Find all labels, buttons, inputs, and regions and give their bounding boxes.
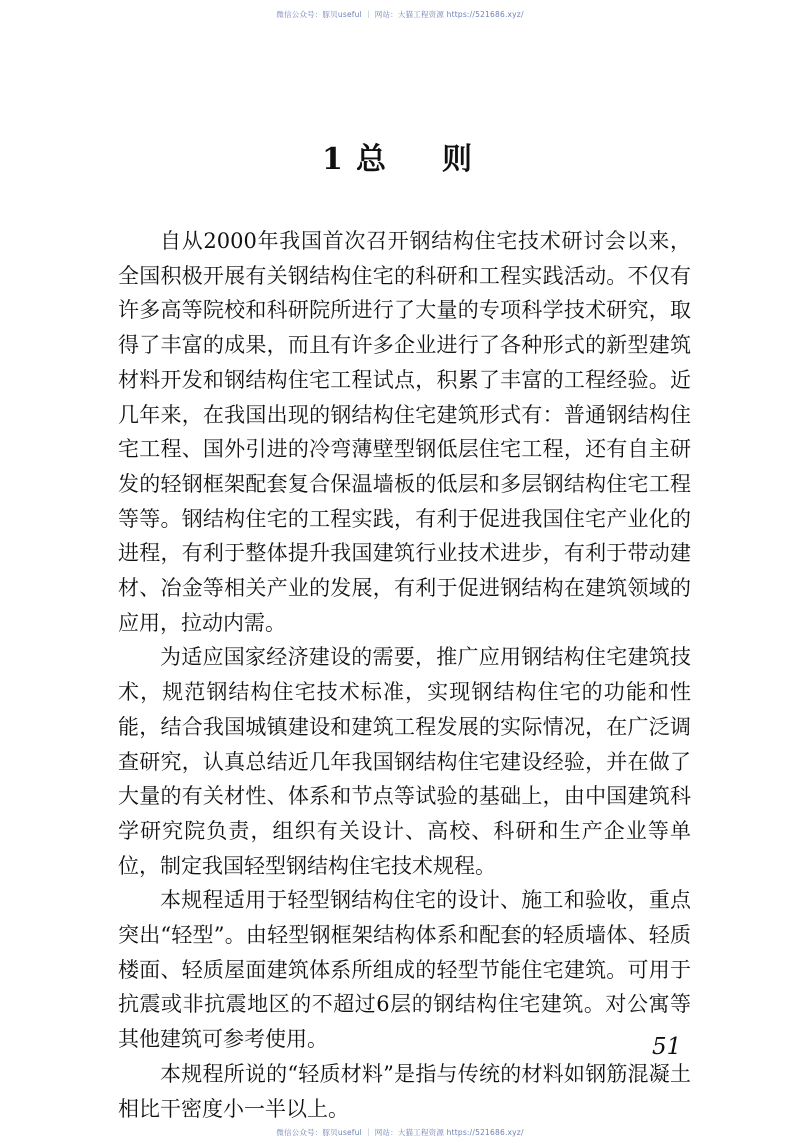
- paragraph-4: 本规程所说的“轻质材料”是指与传统的材料如钢筋混凝土相比干密度小一半以上。: [118, 1061, 691, 1121]
- body-text: [118, 224, 691, 1126]
- paragraph-2: 为适应国家经济建设的需要，推广应用钢结构住宅建筑技术，规范钢结构住宅技术标准，实现钢结构住宅的功能和性能，结合我国城镇建设和建筑工程发展的实际情况，在广泛调查研究，认真总结近几年我国钢结构住宅建设经验，并在做了大量的有关材性、体系和节点等试验的基础上，由中国建筑科学研究院负责，组织有关设计、高校、科研和生产企业等单位，制定我国轻型钢结构住宅技术规程。: [118, 645, 691, 878]
- paragraph-3: 本规程适用于轻型钢结构住宅的设计、施工和验收，重点突出“轻型”。由轻型钢框架结构体系和配套的轻质墙体、轻质楼面、轻质屋面建筑体系所组成的轻型节能住宅建筑。可用于抗震或非抗震地区的不超过6层的钢结构住宅建筑。对公寓等其他建筑可参考使用。: [118, 888, 691, 1052]
- chapter-title: [322, 140, 492, 180]
- watermark-bottom: 微信公众号：豚贝useful ｜ 网站：大猫工程资源 https://521686.xyz/: [276, 1128, 524, 1137]
- page-number: 51: [652, 1034, 682, 1060]
- paragraph-1: 自从2000年我国首次召开钢结构住宅技术研讨会以来，全国积极开展有关钢结构住宅的科研和工程实践活动。不仅有许多高等院校和科研院所进行了大量的专项科学技术研究，取得了丰富的成果，而且有许多企业进行了各种形式的新型建筑材料开发和钢结构住宅工程试点，积累了丰富的工程经验。近几年来，在我国出现的钢结构住宅建筑形式有：普通钢结构住宅工程、国外引进的冷弯薄壁型钢低层住宅工程，还有自主研发的轻钢框架配套复合保温墙板的低层和多层钢结构住宅工程等等。钢结构住宅的工程实践，有利于促进我国住宅产业化的进程，有利于整体提升我国建筑行业技术进步，有利于带动建材、冶金等相关产业的发展，有利于促进钢结构在建筑领域的应用，拉动内需。: [118, 229, 691, 635]
- chapter-title-char-1: 总: [356, 142, 386, 177]
- watermark-top: 微信公众号：豚贝useful ｜ 网站：大猫工程资源 https://521686.xyz/: [276, 10, 524, 19]
- chapter-title-char-2: 则: [442, 142, 472, 177]
- chapter-number: 1: [322, 142, 343, 177]
